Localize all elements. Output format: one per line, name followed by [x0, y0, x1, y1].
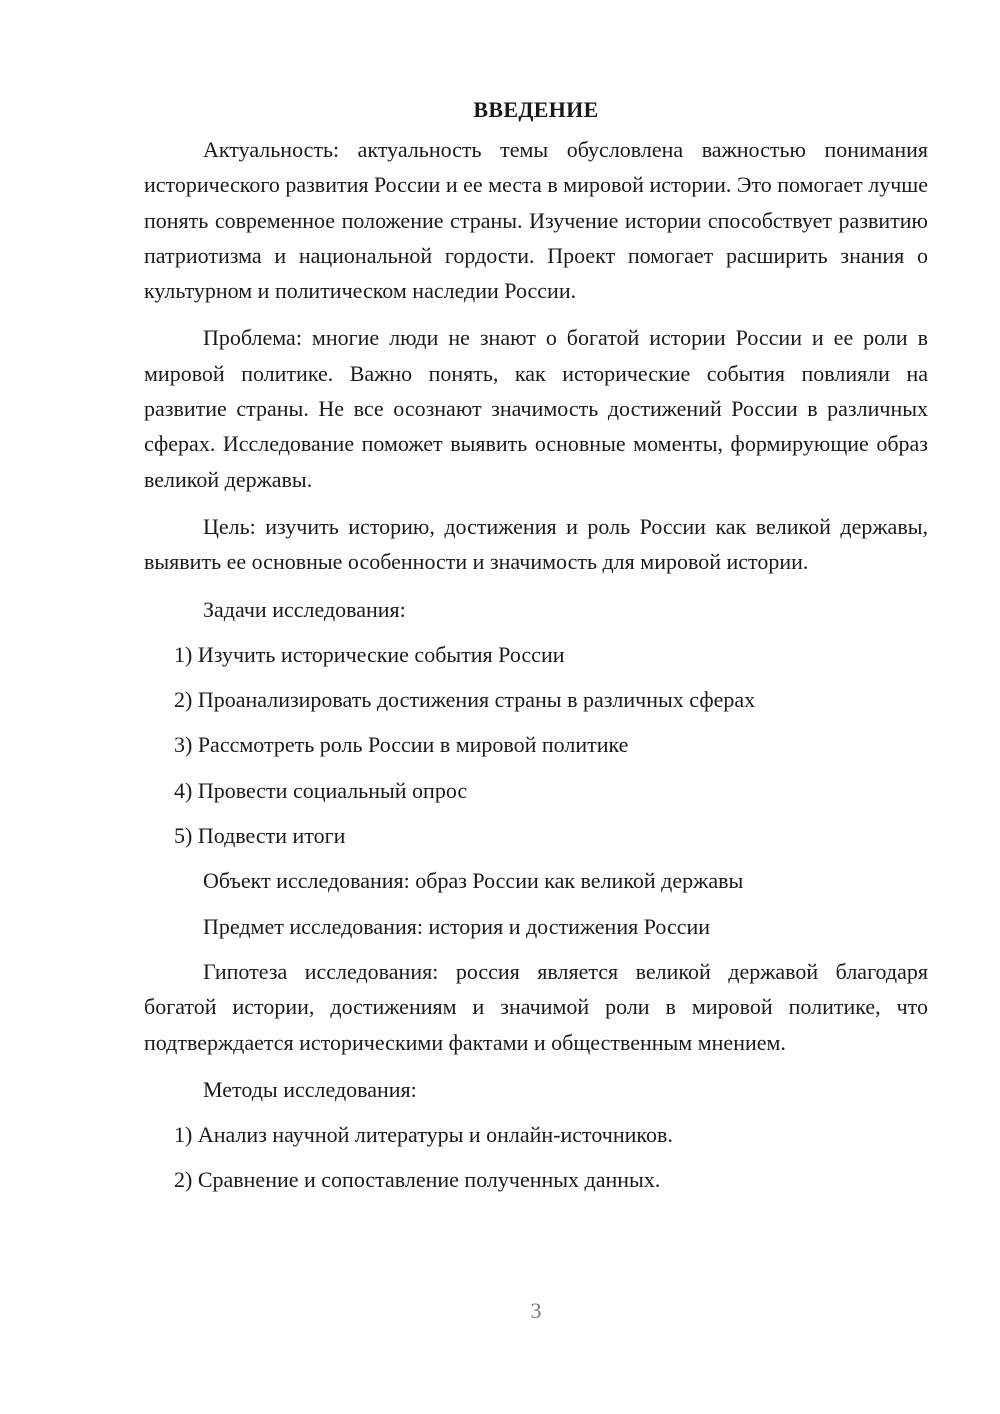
- research-subject: Предмет исследования: история и достижения России: [203, 913, 711, 939]
- relevance-paragraph: Актуальность: актуальность темы обусловлена важностью понимания исторического развития России и ее места в мировой истории. Это помогает лучше понять современное положение страны. Изучение истории способствует развитию патриотизма и национальной гордости. Проект помогает расширить знания о культурном и политическом наследии России.: [144, 137, 928, 304]
- methods-heading: Методы исследования:: [203, 1076, 417, 1102]
- tasks-heading: Задачи исследования:: [203, 596, 406, 622]
- method-item: 1) Анализ научной литературы и онлайн-источников.: [174, 1122, 673, 1148]
- problem-paragraph: Проблема: многие люди не знают о богатой истории России и ее роли в мировой политике. Важно понять, как исторические события повлияли на развитие страны. Не все осознают значимость достижений России в различных сферах. Исследование поможет выявить основные моменты, формирующие образ великой державы.: [144, 325, 928, 492]
- tasks-list: [144, 637, 928, 853]
- task-item: 4) Провести социальный опрос: [174, 777, 468, 803]
- goal-paragraph: Цель: изучить историю, достижения и роль России как великой державы, выявить ее основные особенности и значимость для мировой истории.: [144, 513, 928, 575]
- task-item: 3) Рассмотреть роль России в мировой политике: [174, 732, 629, 758]
- page-number: 3: [530, 1298, 542, 1323]
- methods-list: [144, 1117, 928, 1198]
- task-item: 2) Проанализировать достижения страны в различных сферах: [174, 687, 756, 713]
- hypothesis-paragraph: Гипотеза исследования: россия является великой державой благодаря богатой истории, достижениям и значимой роли в мировой политике, что подтверждается историческими фактами и общественным мнением.: [144, 958, 928, 1055]
- research-object: Объект исследования: образ России как великой державы: [203, 868, 744, 894]
- task-item: 5) Подвести итоги: [174, 823, 346, 849]
- section-title: ВВЕДЕНИЕ: [473, 97, 599, 122]
- method-item: 2) Сравнение и сопоставление полученных данных.: [174, 1167, 661, 1193]
- document-page: [144, 92, 928, 1208]
- task-item: 1) Изучить исторические события России: [174, 641, 565, 667]
